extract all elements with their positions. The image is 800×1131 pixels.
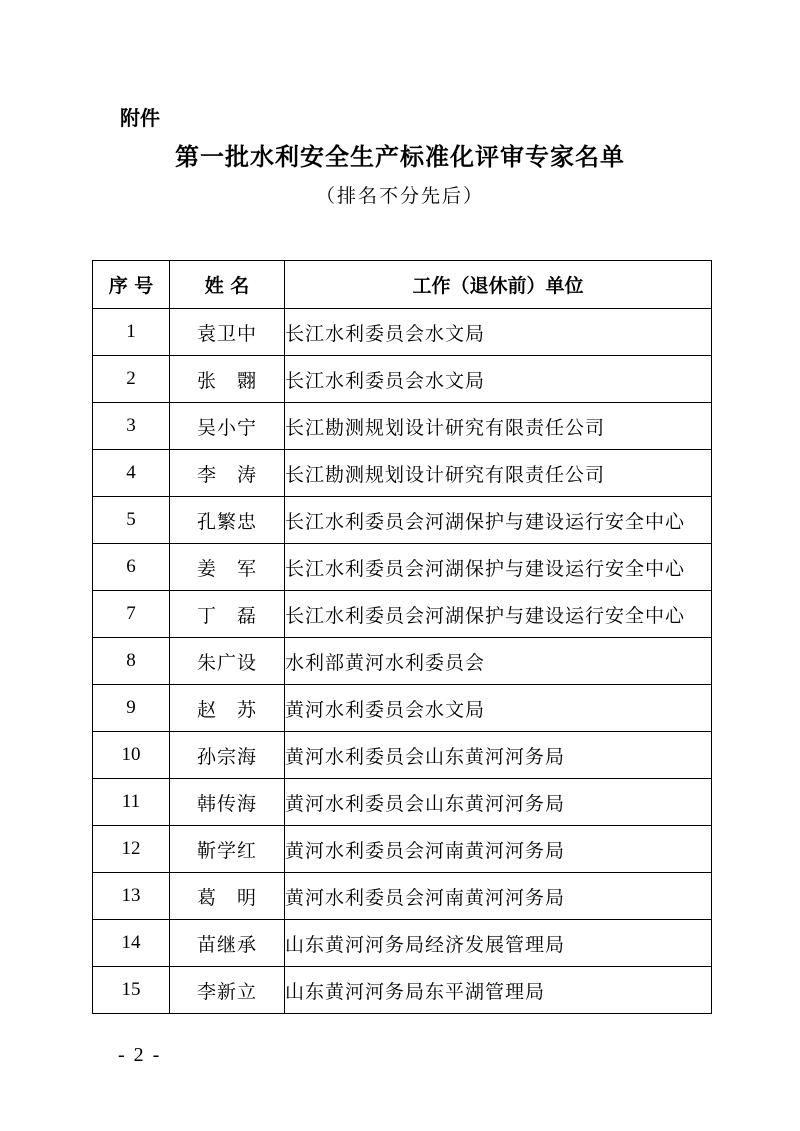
table-row xyxy=(93,497,712,544)
row-serial-number: 4 xyxy=(93,450,170,497)
experts-table xyxy=(92,260,712,1014)
header-name: 姓 名 xyxy=(170,261,285,309)
header-organization: 工作（退休前）单位 xyxy=(285,261,712,309)
row-organization: 黄河水利委员会山东黄河河务局 xyxy=(285,779,712,826)
table-row xyxy=(93,826,712,873)
table-row xyxy=(93,920,712,967)
row-organization: 长江水利委员会河湖保护与建设运行安全中心 xyxy=(285,591,712,638)
row-serial-number: 3 xyxy=(93,403,170,450)
document-title: 第一批水利安全生产标准化评审专家名单 xyxy=(175,143,625,171)
row-organization: 山东黄河河务局东平湖管理局 xyxy=(285,967,712,1014)
row-serial-number: 12 xyxy=(93,826,170,873)
table-row xyxy=(93,356,712,403)
row-serial-number: 5 xyxy=(93,497,170,544)
table-row xyxy=(93,779,712,826)
row-organization: 黄河水利委员会山东黄河河务局 xyxy=(285,732,712,779)
row-name: 孔繁忠 xyxy=(170,497,285,544)
row-serial-number: 7 xyxy=(93,591,170,638)
row-name: 赵 苏 xyxy=(170,685,285,732)
row-name: 苗继承 xyxy=(170,920,285,967)
table-row xyxy=(93,591,712,638)
row-name: 孙宗海 xyxy=(170,732,285,779)
page-number: - 2 - xyxy=(118,1044,162,1066)
row-organization: 长江水利委员会河湖保护与建设运行安全中心 xyxy=(285,497,712,544)
row-name: 李新立 xyxy=(170,967,285,1014)
row-serial-number: 2 xyxy=(93,356,170,403)
row-organization: 水利部黄河水利委员会 xyxy=(285,638,712,685)
row-name: 张 翾 xyxy=(170,356,285,403)
table-row xyxy=(93,450,712,497)
row-name: 李 涛 xyxy=(170,450,285,497)
table-row xyxy=(93,403,712,450)
row-organization: 长江水利委员会水文局 xyxy=(285,356,712,403)
row-organization: 黄河水利委员会河南黄河河务局 xyxy=(285,826,712,873)
table-row xyxy=(93,873,712,920)
attachment-label: 附件 xyxy=(120,106,160,130)
row-organization: 长江水利委员会河湖保护与建设运行安全中心 xyxy=(285,544,712,591)
row-organization: 黄河水利委员会河南黄河河务局 xyxy=(285,873,712,920)
row-serial-number: 1 xyxy=(93,309,170,356)
header-serial-number: 序 号 xyxy=(93,261,170,309)
row-serial-number: 6 xyxy=(93,544,170,591)
row-serial-number: 8 xyxy=(93,638,170,685)
row-serial-number: 13 xyxy=(93,873,170,920)
row-name: 吴小宁 xyxy=(170,403,285,450)
row-name: 靳学红 xyxy=(170,826,285,873)
document-subtitle: （排名不分先后） xyxy=(315,185,484,207)
table-row xyxy=(93,309,712,356)
table-row xyxy=(93,685,712,732)
row-organization: 长江勘测规划设计研究有限责任公司 xyxy=(285,450,712,497)
row-serial-number: 11 xyxy=(93,779,170,826)
row-name: 姜 军 xyxy=(170,544,285,591)
row-name: 丁 磊 xyxy=(170,591,285,638)
row-organization: 长江水利委员会水文局 xyxy=(285,309,712,356)
row-name: 韩传海 xyxy=(170,779,285,826)
table-row xyxy=(93,638,712,685)
row-name: 朱广设 xyxy=(170,638,285,685)
table-header-row xyxy=(93,261,712,309)
table-row xyxy=(93,967,712,1014)
row-serial-number: 9 xyxy=(93,685,170,732)
row-organization: 长江勘测规划设计研究有限责任公司 xyxy=(285,403,712,450)
row-serial-number: 14 xyxy=(93,920,170,967)
row-name: 袁卫中 xyxy=(170,309,285,356)
table-row xyxy=(93,732,712,779)
row-organization: 山东黄河河务局经济发展管理局 xyxy=(285,920,712,967)
row-serial-number: 10 xyxy=(93,732,170,779)
row-serial-number: 15 xyxy=(93,967,170,1014)
row-organization: 黄河水利委员会水文局 xyxy=(285,685,712,732)
row-name: 葛 明 xyxy=(170,873,285,920)
table-row xyxy=(93,544,712,591)
